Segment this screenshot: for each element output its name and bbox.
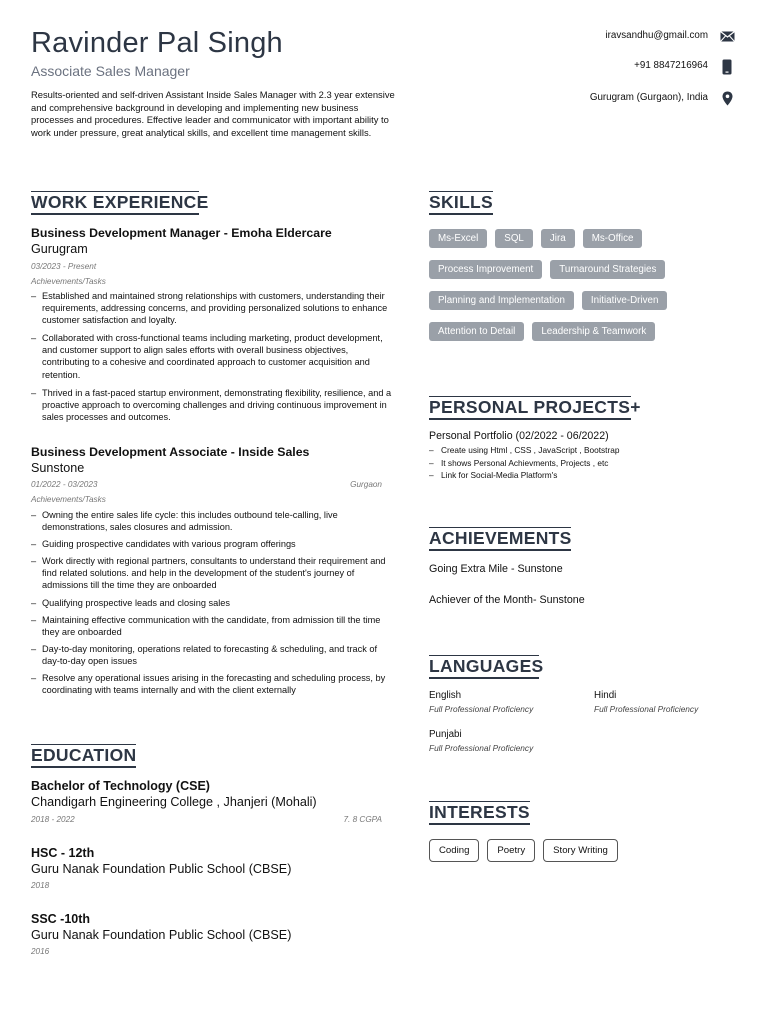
language-level: Full Professional Proficiency — [429, 743, 534, 753]
language-name: English — [429, 690, 462, 701]
skill-tag: Ms-Office — [583, 229, 643, 248]
job-bullet: – Resolve any operational issues arising in the forecasting and scheduling process, by coordinating with teams internally and with the client externally — [31, 672, 397, 696]
skill-tag: Initiative-Driven — [582, 291, 668, 310]
interest-tag: Story Writing — [543, 839, 618, 862]
job-dates: 03/2023 - Present — [31, 262, 97, 271]
skills-heading: SKILLS — [429, 192, 494, 212]
location-pin-icon — [719, 90, 735, 106]
projects-heading: PERSONAL PROJECTS+ — [429, 397, 641, 417]
job-bullet: – Owning the entire sales life cycle: this includes outbound tele-calling, live demonstrations, sales closures and admission. — [31, 509, 397, 533]
job-title: Business Development Associate - Inside Sales — [31, 445, 310, 459]
section-underline — [429, 677, 539, 679]
section-underline — [31, 213, 199, 215]
achievement-item: Achiever of the Month- Sunstone — [429, 594, 585, 606]
degree-title: SSC -10th — [31, 912, 91, 926]
summary-text: Results-oriented and self-driven Assistant Inside Sales Manager with 2.3 year extensive and comprehensive background in developing and implementing new business processes and procedures. Effective leader and communicator with important ability to work under pressure, great analytical skills, and excellent time management skills. — [31, 89, 395, 138]
skill-tag: SQL — [495, 229, 533, 248]
job-location: Gurgaon — [350, 480, 382, 489]
job-bullet: – Collaborated with cross-functional teams including marketing, product development, and customer support to align sales efforts with overall business objectives, contributing to a cohesive and coordinated approach to customer acquisition and retention. — [31, 332, 397, 381]
degree-title: HSC - 12th — [31, 846, 95, 860]
location-text: Gurugram (Gurgaon), India — [589, 92, 708, 103]
project-title: Personal Portfolio (02/2022 - 06/2022) — [429, 430, 609, 442]
interests-heading: INTERESTS — [429, 802, 530, 822]
section-underline — [429, 213, 493, 215]
project-bullet: – It shows Personal Achievments, Projects , etc — [429, 458, 608, 469]
skill-tag: Process Improvement — [429, 260, 542, 279]
candidate-name: Ravinder Pal Singh — [31, 27, 283, 59]
school-name: Guru Nanak Foundation Public School (CBSE) — [31, 928, 292, 942]
interest-tag: Coding — [429, 839, 479, 862]
envelope-icon — [719, 28, 735, 44]
school-name: Chandigarh Engineering College , Jhanjeri (Mohali) — [31, 795, 317, 809]
skill-tag: Jira — [541, 229, 575, 248]
skill-tag: Ms-Excel — [429, 229, 487, 248]
job-bullet: – Guiding prospective candidates with various program offerings — [31, 538, 397, 550]
phone-icon — [719, 59, 735, 75]
skill-tag: Planning and Implementation — [429, 291, 574, 310]
project-bullet: – Link for Social-Media Platform's — [429, 470, 557, 481]
education-dates: 2018 - 2022 — [31, 815, 75, 824]
job-dates: 01/2022 - 03/2023 — [31, 480, 98, 489]
work-experience-heading: WORK EXPERIENCE — [31, 192, 209, 212]
tasks-label: Achievements/Tasks — [31, 495, 106, 504]
skill-tag: Leadership & Teamwork — [532, 322, 655, 341]
phone-text: +91 8847216964 — [634, 60, 708, 71]
language-name: Punjabi — [429, 729, 462, 740]
language-name: Hindi — [594, 690, 617, 701]
job-bullet: – Qualifying prospective leads and closing sales — [31, 597, 397, 609]
achievements-heading: ACHIEVEMENTS — [429, 528, 572, 548]
section-underline — [429, 418, 631, 420]
project-bullet: – Create using Html , CSS , JavaScript , Bootstrap — [429, 445, 619, 456]
interest-tag: Poetry — [487, 839, 535, 862]
skills-list — [429, 229, 729, 353]
job-bullet: – Maintaining effective communication with the candidate, from admission till the time they are onboarded — [31, 614, 397, 638]
section-underline — [429, 823, 530, 825]
skill-tag: Attention to Detail — [429, 322, 524, 341]
interests-list — [429, 839, 626, 862]
job-role: Associate Sales Manager — [31, 63, 190, 79]
section-underline — [31, 766, 136, 768]
education-dates: 2016 — [31, 947, 50, 956]
degree-title: Bachelor of Technology (CSE) — [31, 779, 210, 793]
language-level: Full Professional Proficiency — [594, 704, 699, 714]
tasks-label: Achievements/Tasks — [31, 277, 106, 286]
education-heading: EDUCATION — [31, 745, 137, 765]
job-bullet: – Work directly with regional partners, consultants to understand their requirement and find related solutions. and help in the development of the student's journey of admissions till the time they are onboarded — [31, 555, 397, 592]
achievement-item: Going Extra Mile - Sunstone — [429, 563, 563, 575]
job-bullet: – Thrived in a fast-paced startup environment, demonstrating flexibility, resilience, and a proactive approach to overcoming challenges and driving continuous improvement in sales processes and outcomes. — [31, 387, 397, 424]
job-title: Business Development Manager - Emoha Eldercare — [31, 226, 332, 240]
section-underline — [429, 549, 571, 551]
education-dates: 2018 — [31, 881, 50, 890]
job-bullet: – Day-to-day monitoring, operations related to forecasting & scheduling, and track of day-to-day open issues — [31, 643, 397, 667]
education-grade: 7. 8 CGPA — [343, 815, 382, 824]
job-company: Sunstone — [31, 461, 85, 475]
languages-heading: LANGUAGES — [429, 656, 544, 676]
language-level: Full Professional Proficiency — [429, 704, 534, 714]
job-company: Gurugram — [31, 242, 88, 256]
skill-tag: Turnaround Strategies — [550, 260, 665, 279]
school-name: Guru Nanak Foundation Public School (CBSE) — [31, 862, 292, 876]
email-text: iravsandhu@gmail.com — [605, 30, 708, 41]
job-bullet: – Established and maintained strong relationships with customers, understanding their requirements, addressing concerns, and providing personalized solutions to enhance customer satisfaction and loyalty. — [31, 290, 397, 327]
